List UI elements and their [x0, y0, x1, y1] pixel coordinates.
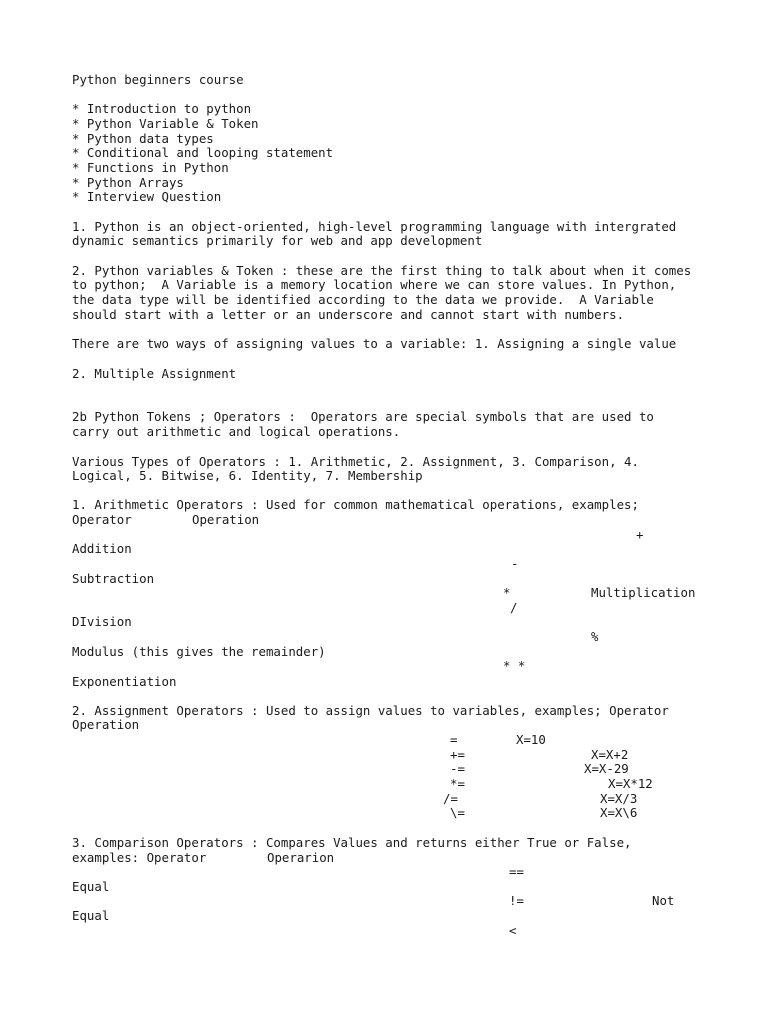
comparison-symbol: !=: [509, 893, 524, 908]
arithmetic-heading: 1. Arithmetic Operators : Used for common mathematical operations, examples;: [72, 497, 639, 512]
arithmetic-name: Modulus (this gives the remainder): [72, 644, 326, 659]
toc-item: * Introduction to python: [72, 101, 252, 116]
toc-item: * Python data types: [72, 131, 214, 146]
comparison-name: Not: [652, 893, 675, 908]
comparison-name: Equal: [72, 879, 110, 894]
operator-types-line: Various Types of Operators : 1. Arithmetic, 2. Assignment, 3. Comparison, 4.: [72, 454, 639, 469]
assignment-example: X=X/3: [600, 791, 638, 806]
assignment-example: X=X*12: [608, 776, 653, 791]
assignment-symbol: \=: [450, 805, 465, 820]
arithmetic-name: Exponentiation: [72, 674, 177, 689]
assignment-symbol: +=: [450, 747, 465, 762]
arithmetic-symbol: * *: [503, 658, 526, 673]
comparison-heading: 3. Comparison Operators : Compares Values and returns either True or False,: [72, 835, 632, 850]
assign-ways-line: There are two ways of assigning values to a variable: 1. Assigning a single value: [72, 336, 677, 351]
toc-item: * Python Variable & Token: [72, 116, 259, 131]
arithmetic-name: Addition: [72, 541, 132, 556]
assignment-symbol: =: [450, 732, 458, 747]
comparison-symbol: <: [509, 923, 517, 938]
assignment-heading-cont: Operation: [72, 717, 140, 732]
assignment-symbol: -=: [450, 761, 465, 776]
operator-types-line: Logical, 5. Bitwise, 6. Identity, 7. Membership: [72, 468, 423, 483]
tokens-line: carry out arithmetic and logical operations.: [72, 424, 401, 439]
arithmetic-symbol: +: [636, 527, 644, 542]
arithmetic-name: Subtraction: [72, 571, 155, 586]
arithmetic-col-operation: Operation: [192, 512, 260, 527]
arithmetic-name: Multiplication: [591, 585, 696, 600]
toc-item: * Conditional and looping statement: [72, 145, 334, 160]
assignment-example: X=X-29: [584, 761, 629, 776]
arithmetic-col-operator: Operator: [72, 512, 132, 527]
arithmetic-symbol: -: [511, 556, 519, 571]
assignment-example: X=X\6: [600, 805, 638, 820]
variables-line: 2. Python variables & Token : these are the first thing to talk about when it comes: [72, 263, 692, 278]
comparison-col-operation: Operarion: [267, 850, 335, 865]
arithmetic-symbol: *: [503, 585, 511, 600]
intro-line: dynamic semantics primarily for web and app development: [72, 233, 483, 248]
arithmetic-name: DIvision: [72, 614, 132, 629]
arithmetic-symbol: /: [510, 600, 518, 615]
toc-item: * Python Arrays: [72, 175, 184, 190]
variables-line: should start with a letter or an underscore and cannot start with numbers.: [72, 307, 625, 322]
assignment-heading: 2. Assignment Operators : Used to assign values to variables, examples; Operator: [72, 703, 669, 718]
multiple-assignment-line: 2. Multiple Assignment: [72, 366, 237, 381]
comparison-heading-cont: examples: Operator: [72, 850, 207, 865]
assignment-example: X=10: [516, 732, 546, 747]
toc-item: * Functions in Python: [72, 160, 229, 175]
toc-item: * Interview Question: [72, 189, 222, 204]
arithmetic-symbol: %: [591, 629, 599, 644]
intro-line: 1. Python is an object-oriented, high-level programming language with intergrated: [72, 219, 677, 234]
comparison-symbol: ==: [509, 864, 524, 879]
assignment-example: X=X+2: [591, 747, 629, 762]
variables-line: the data type will be identified according to the data we provide. A Variable: [72, 292, 654, 307]
assignment-symbol: *=: [450, 776, 465, 791]
variables-line: to python; A Variable is a memory location where we can store values. In Python,: [72, 277, 677, 292]
tokens-line: 2b Python Tokens ; Operators : Operators are special symbols that are used to: [72, 409, 654, 424]
assignment-symbol: /=: [443, 791, 458, 806]
document-title: Python beginners course: [72, 72, 244, 87]
comparison-name: Equal: [72, 908, 110, 923]
